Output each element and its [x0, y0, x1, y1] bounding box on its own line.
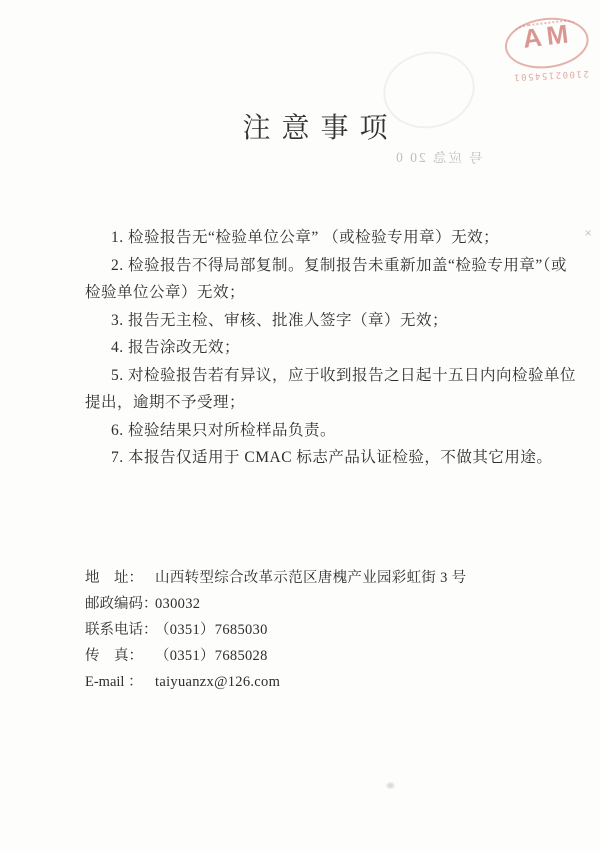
address-label: 地 址： — [85, 570, 143, 586]
postcode-label: 邮政编码： — [85, 596, 158, 612]
notice-item-7: 7. 本报告仅适用于 CMAC 标志产品认证检验，不做其它用途。 — [111, 449, 553, 466]
fax-label: 传 真： — [85, 648, 143, 664]
contact-row-address — [85, 565, 565, 591]
stamp-am-text: AM — [521, 17, 575, 54]
bleedthrough-text: 号 应急 20 0 — [393, 149, 484, 167]
contact-info — [85, 565, 565, 695]
notice-item-3: 3. 报告无主检、审核、批准人签字（章）无效； — [111, 311, 449, 329]
phone-label: 联系电话： — [85, 622, 158, 638]
postcode-value: 030032 — [155, 596, 201, 612]
contact-row-phone — [85, 617, 565, 643]
notice-item-2-continued: 检验单位公章）无效； — [85, 284, 246, 301]
email-value: taiyuanzx@126.com — [155, 674, 281, 690]
contact-row-postcode — [85, 591, 565, 617]
notice-item-6: 6. 检验结果只对所检样品负责。 — [111, 421, 337, 439]
phone-value: （0351）7685030 — [155, 622, 268, 638]
page-title: 注 意 事 项 — [242, 113, 390, 144]
certification-stamp — [494, 8, 600, 98]
scan-smudge-icon — [386, 782, 395, 789]
email-label: E-mail ： — [85, 674, 143, 690]
notice-item-1: 1. 检验报告无“检验单位公章” （或检验专用章）无效； — [111, 229, 500, 246]
notice-item-4: 4. 报告涂改无效； — [111, 339, 241, 356]
scan-speck-icon: × — [584, 228, 593, 239]
fax-value: （0351）7685028 — [155, 648, 268, 664]
address-value: 山西转型综合改革示范区唐槐产业园彩虹街 3 号 — [155, 570, 467, 586]
contact-row-fax — [85, 643, 565, 669]
notice-item-2: 2. 检验报告不得局部复制。复制报告未重新加盖“检验专用章”（或 — [111, 256, 568, 274]
notice-item-5-continued: 提出，逾期不予受理； — [85, 394, 246, 411]
contact-row-email — [85, 669, 565, 695]
notice-item-5: 5. 对检验报告若有异议，应于收到报告之日起十五日内向检验单位 — [111, 366, 577, 384]
stamp-serial-number: 21002154501 — [512, 67, 589, 82]
notice-list — [85, 224, 577, 472]
